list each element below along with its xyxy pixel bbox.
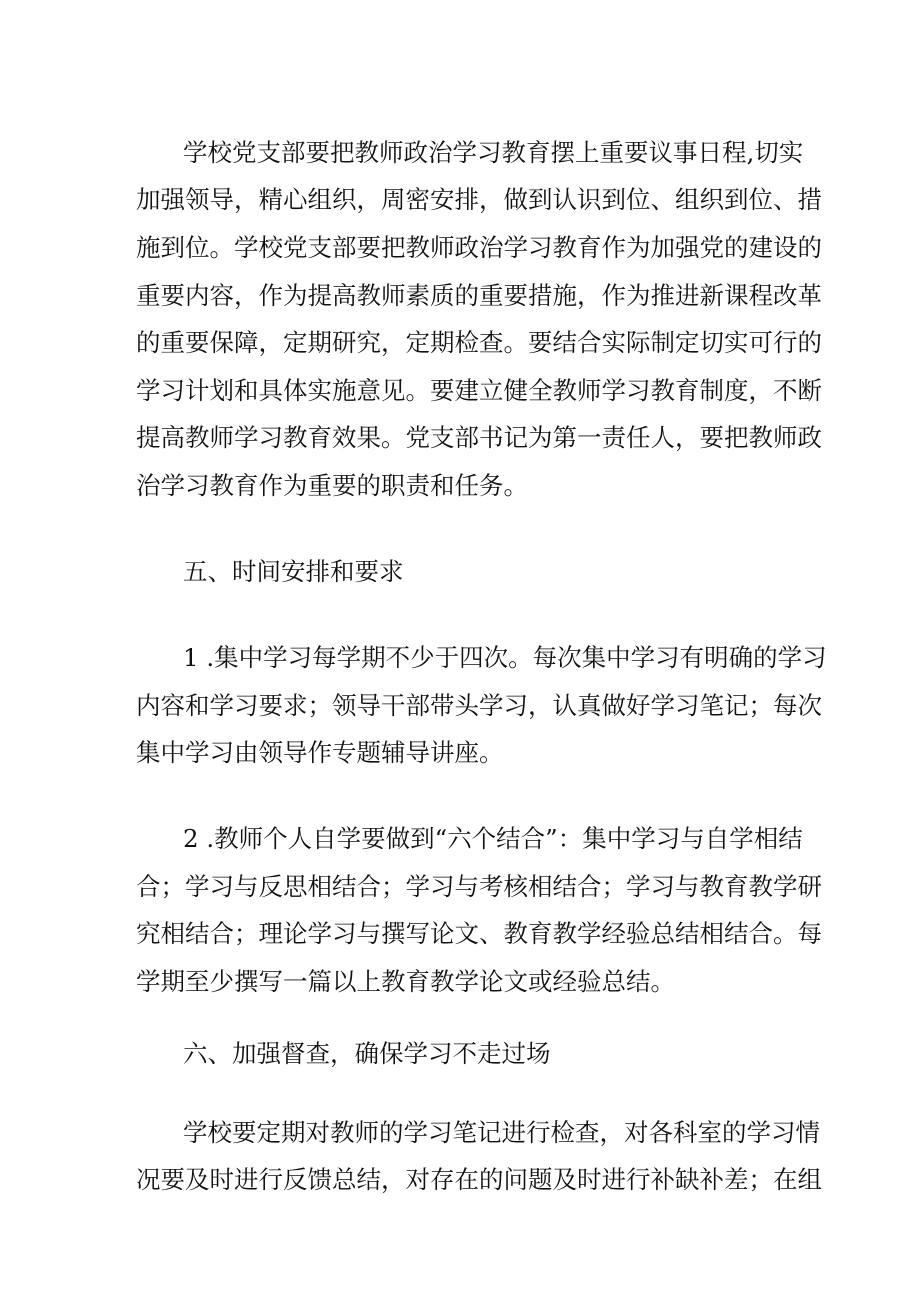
heading-text: 六、加强督查，确保学习不走过场 xyxy=(183,1039,551,1068)
heading-text: 五、时间安排和要求 xyxy=(183,557,404,586)
paragraph-line: 学期至少撰写一篇以上教育教学论文或经验总结。 xyxy=(136,967,675,996)
paragraph-line: 学习计划和具体实施意见。要建立健全教师学习教育制度，不断 xyxy=(136,376,822,405)
paragraph-line: 重要内容，作为提高教师素质的重要措施，作为推进新课程改革 xyxy=(136,281,822,310)
paragraph-line: 1 .集中学习每学期不少于四次。每次集中学习有明确的学习 xyxy=(183,643,827,672)
paragraph-line: 施到位。学校党支部要把教师政治学习教育作为加强党的建设的 xyxy=(136,233,822,262)
paragraph-line: 合；学习与反思相结合；学习与考核相结合；学习与教育教学研 xyxy=(136,872,822,901)
paragraph-line: 2 .教师个人自学要做到“六个结合”：集中学习与自学相结 xyxy=(183,824,803,853)
paragraph-line: 加强领导，精心组织，周密安排，做到认识到位、组织到位、措 xyxy=(136,185,822,214)
paragraph-line: 的重要保障，定期研究，定期检查。要结合实际制定切实可行的 xyxy=(136,328,822,357)
paragraph-line: 提高教师学习教育效果。党支部书记为第一责任人，要把教师政 xyxy=(136,423,822,452)
paragraph-line: 内容和学习要求；领导干部带头学习，认真做好学习笔记；每次 xyxy=(136,691,822,720)
paragraph-line: 学校党支部要把教师政治学习教育摆上重要议事日程,切实 xyxy=(183,138,804,167)
paragraph-line: 集中学习由领导作专题辅导讲座。 xyxy=(136,738,504,767)
paragraph-line: 学校要定期对教师的学习笔记进行检查，对各科室的学习情 xyxy=(183,1118,820,1147)
paragraph-line: 治学习教育作为重要的职责和任务。 xyxy=(136,471,528,500)
paragraph-line: 况要及时进行反馈总结，对存在的问题及时进行补缺补差；在组 xyxy=(136,1165,822,1194)
paragraph-line: 究相结合；理论学习与撰写论文、教育教学经验总结相结合。每 xyxy=(136,919,822,948)
